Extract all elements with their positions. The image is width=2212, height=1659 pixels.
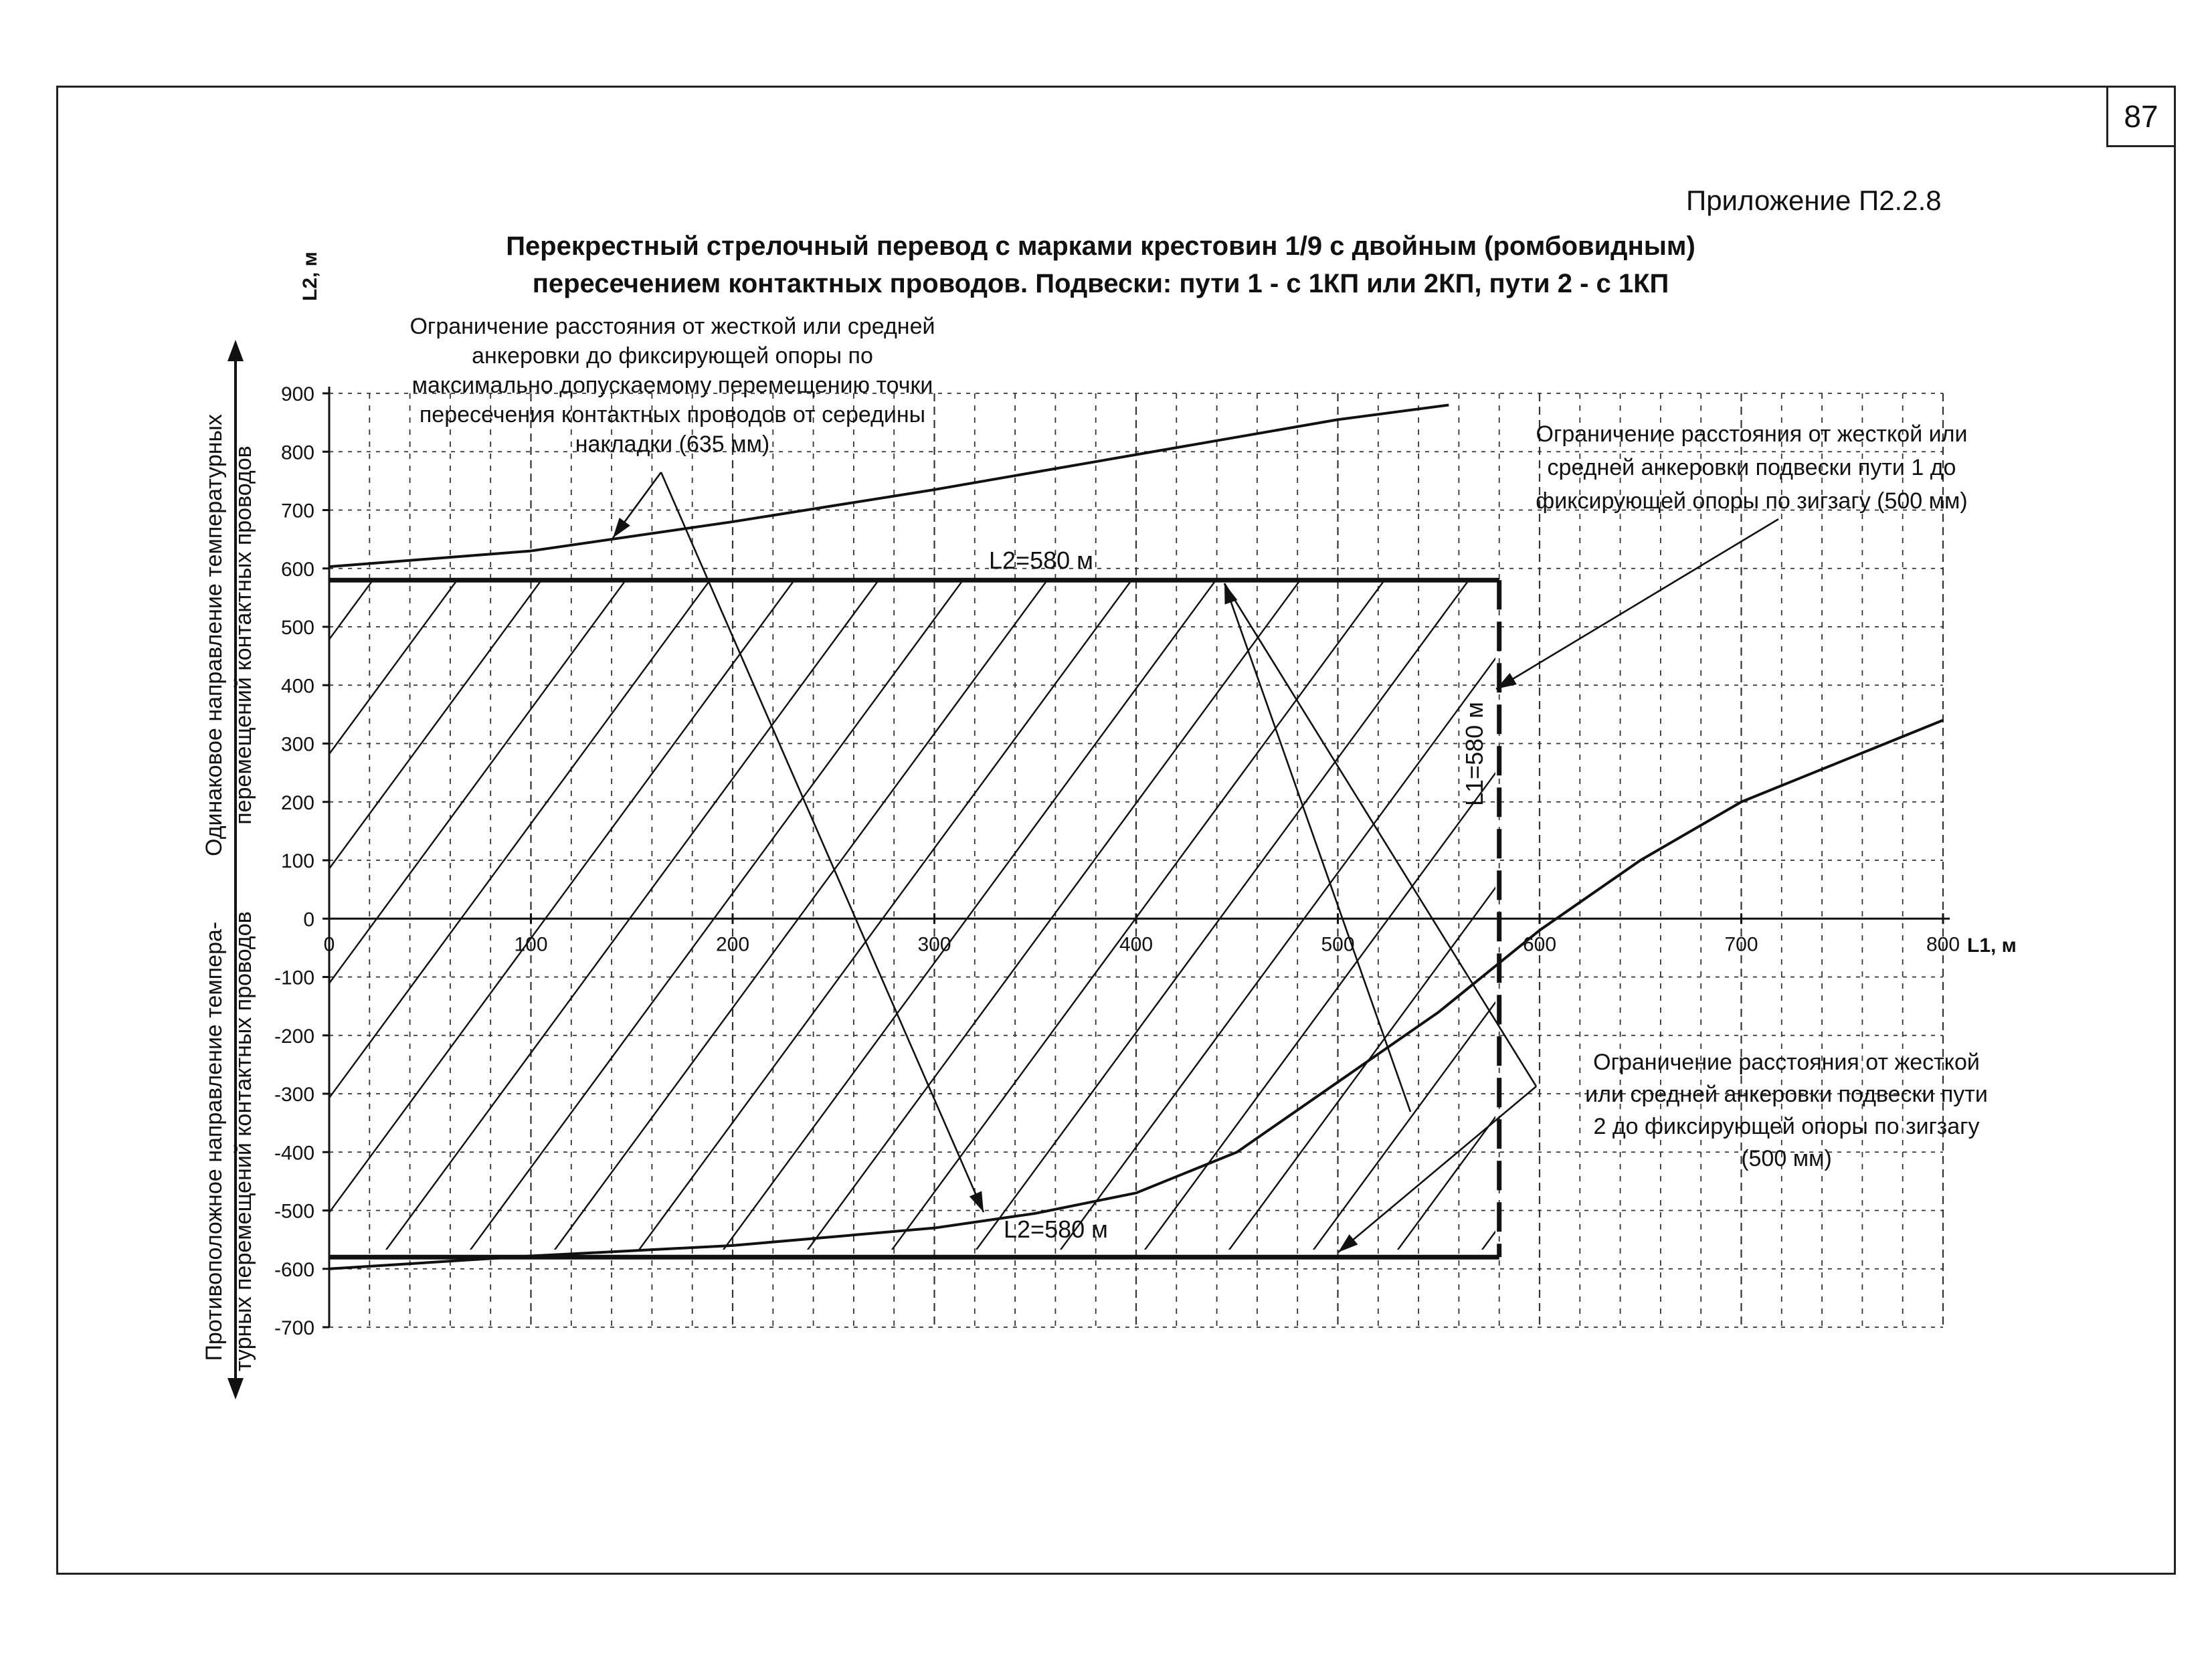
hatch-line — [0, 326, 54, 1327]
x-tick-label: 200 — [715, 933, 750, 956]
y-tick-label: 700 — [280, 500, 314, 522]
x-tick-label: 600 — [1522, 933, 1557, 956]
y-tick-label: -300 — [274, 1084, 314, 1106]
hatch-line — [0, 326, 138, 1327]
annotation-zigzag-track-1 — [1491, 417, 2013, 518]
hatch-line — [2100, 326, 2212, 1327]
y-tick-label: -400 — [274, 1142, 314, 1165]
leader-zigzag-2 — [1338, 1086, 1536, 1252]
hatch-line — [0, 326, 644, 1327]
y-tick-label: 900 — [280, 383, 314, 405]
hatch-line — [0, 326, 222, 1327]
page-number: 87 — [2106, 86, 2176, 147]
y-tick-label: 800 — [280, 442, 314, 464]
hatch-line — [0, 326, 306, 1327]
annotation-zigzag-track-1-line-3: фиксирующей опоры по зигзагу (500 мм) — [1536, 488, 1968, 514]
hatch-line — [245, 326, 981, 1327]
hatch-line — [0, 326, 728, 1327]
annotation-zigzag-track-2-line-3: 2 до фиксирующей опоры по зигзагу — [1593, 1114, 1980, 1139]
x-tick-label: 0 — [323, 933, 335, 956]
hatch-line — [76, 326, 812, 1327]
y-side-label-lower-line-1: Противоположное направление темпера- — [201, 921, 227, 1361]
y-tick-label: 0 — [303, 908, 314, 931]
annotation-overlap-limit-line-4: пересечения контактных проводов от середины — [419, 402, 926, 427]
x-axis-title: L1, м — [1967, 935, 2017, 957]
chart-title-line-1: Перекрестный стрелочный перевод с марками крестовин 1/9 с двойным (ромбовидным) — [506, 231, 1695, 261]
hatch-line — [498, 326, 1234, 1327]
grid — [329, 393, 1943, 1327]
x-tick-label: 300 — [917, 933, 951, 956]
y-tick-label: 500 — [280, 617, 314, 639]
y-side-label-upper-line-2: перемещений контактных проводов — [231, 446, 256, 825]
region-label-bottom: L2=580 м — [1004, 1215, 1108, 1243]
annotation-overlap-limit-line-5: накладки (635 мм) — [575, 431, 770, 457]
leader-overlap-lower-head — [970, 1191, 984, 1212]
region-label-top: L2=580 м — [989, 547, 1093, 574]
leader-zigzag-2-head — [1338, 1234, 1358, 1252]
y-axis-title: L2, м — [299, 252, 321, 301]
y-tick-label: -700 — [274, 1317, 314, 1339]
annotation-zigzag-track-1-line-1: Ограничение расстояния от жесткой или — [1536, 421, 1968, 447]
annotation-zigzag-track-2-line-1: Ограничение расстояния от жесткой — [1593, 1050, 1980, 1075]
leader-overlap-lower — [661, 472, 984, 1212]
annotation-overlap-limit — [365, 312, 980, 459]
leader-inner-cross — [1224, 583, 1536, 1086]
hatch-line — [413, 326, 1149, 1327]
x-tick-label: 800 — [1926, 933, 1960, 956]
hatch-line — [666, 326, 1402, 1327]
y-side-label-lower — [199, 911, 258, 1371]
region-label-right: L1=580 м — [1461, 702, 1488, 806]
annotation-overlap-limit-line-2: анкеровки до фиксирующей опоры по — [472, 343, 873, 369]
appendix-label: Приложение П2.2.8 — [1686, 185, 1942, 216]
annotation-zigzag-track-1-line-2: средней анкеровки подвески пути 1 до — [1547, 455, 1956, 480]
hatch-line — [0, 326, 391, 1327]
chart-title-line-2: пересечением контактных проводов. Подвески: пути 1 - с 1КП или 2КП, пути 2 - с 1КП — [532, 269, 1669, 298]
y-tick-label: 600 — [280, 558, 314, 581]
x-tick-label: 700 — [1724, 933, 1758, 956]
y-tick-label: 400 — [280, 675, 314, 698]
hatch-line — [329, 326, 1065, 1327]
y-tick-label: -500 — [274, 1200, 314, 1223]
y-tick-label: -200 — [274, 1025, 314, 1048]
y-tick-label: 200 — [280, 791, 314, 814]
annotation-overlap-limit-line-3: максимально допускаемому перемещению точки — [411, 373, 933, 398]
y-side-arrow-head-down — [227, 1378, 244, 1399]
annotation-zigzag-track-2-line-4: (500 мм) — [1741, 1146, 1832, 1171]
annotation-overlap-limit-line-1: Ограничение расстояния от жесткой или средней — [409, 314, 935, 339]
y-side-label-upper-line-1: Одинаковое направление температурных — [201, 414, 227, 856]
leader-overlap-upper-head — [613, 518, 630, 538]
hatch-line — [835, 326, 1571, 1327]
leader-zigzag-1 — [1496, 519, 1778, 689]
x-tick-label: 400 — [1119, 933, 1154, 956]
hatch-line — [0, 326, 559, 1327]
hatch-line — [2184, 326, 2212, 1327]
x-tick-label: 500 — [1321, 933, 1355, 956]
hatch-line — [2015, 326, 2212, 1327]
y-tick-label: -600 — [274, 1258, 314, 1281]
y-tick-label: -100 — [274, 967, 314, 989]
y-side-arrow-head-up — [227, 340, 244, 361]
y-tick-label: 100 — [280, 850, 314, 872]
annotation-zigzag-track-2-line-2: или средней анкеровки подвески пути — [1585, 1082, 1988, 1107]
leader-inner-top — [1224, 583, 1410, 1112]
y-side-label-lower-line-2: турных перемещений контактных проводов — [231, 911, 256, 1371]
y-tick-label: 300 — [280, 733, 314, 756]
x-tick-label: 100 — [514, 933, 548, 956]
hatch-line — [161, 326, 897, 1327]
y-side-label-upper — [199, 414, 258, 856]
annotation-zigzag-track-2 — [1539, 1046, 2034, 1175]
